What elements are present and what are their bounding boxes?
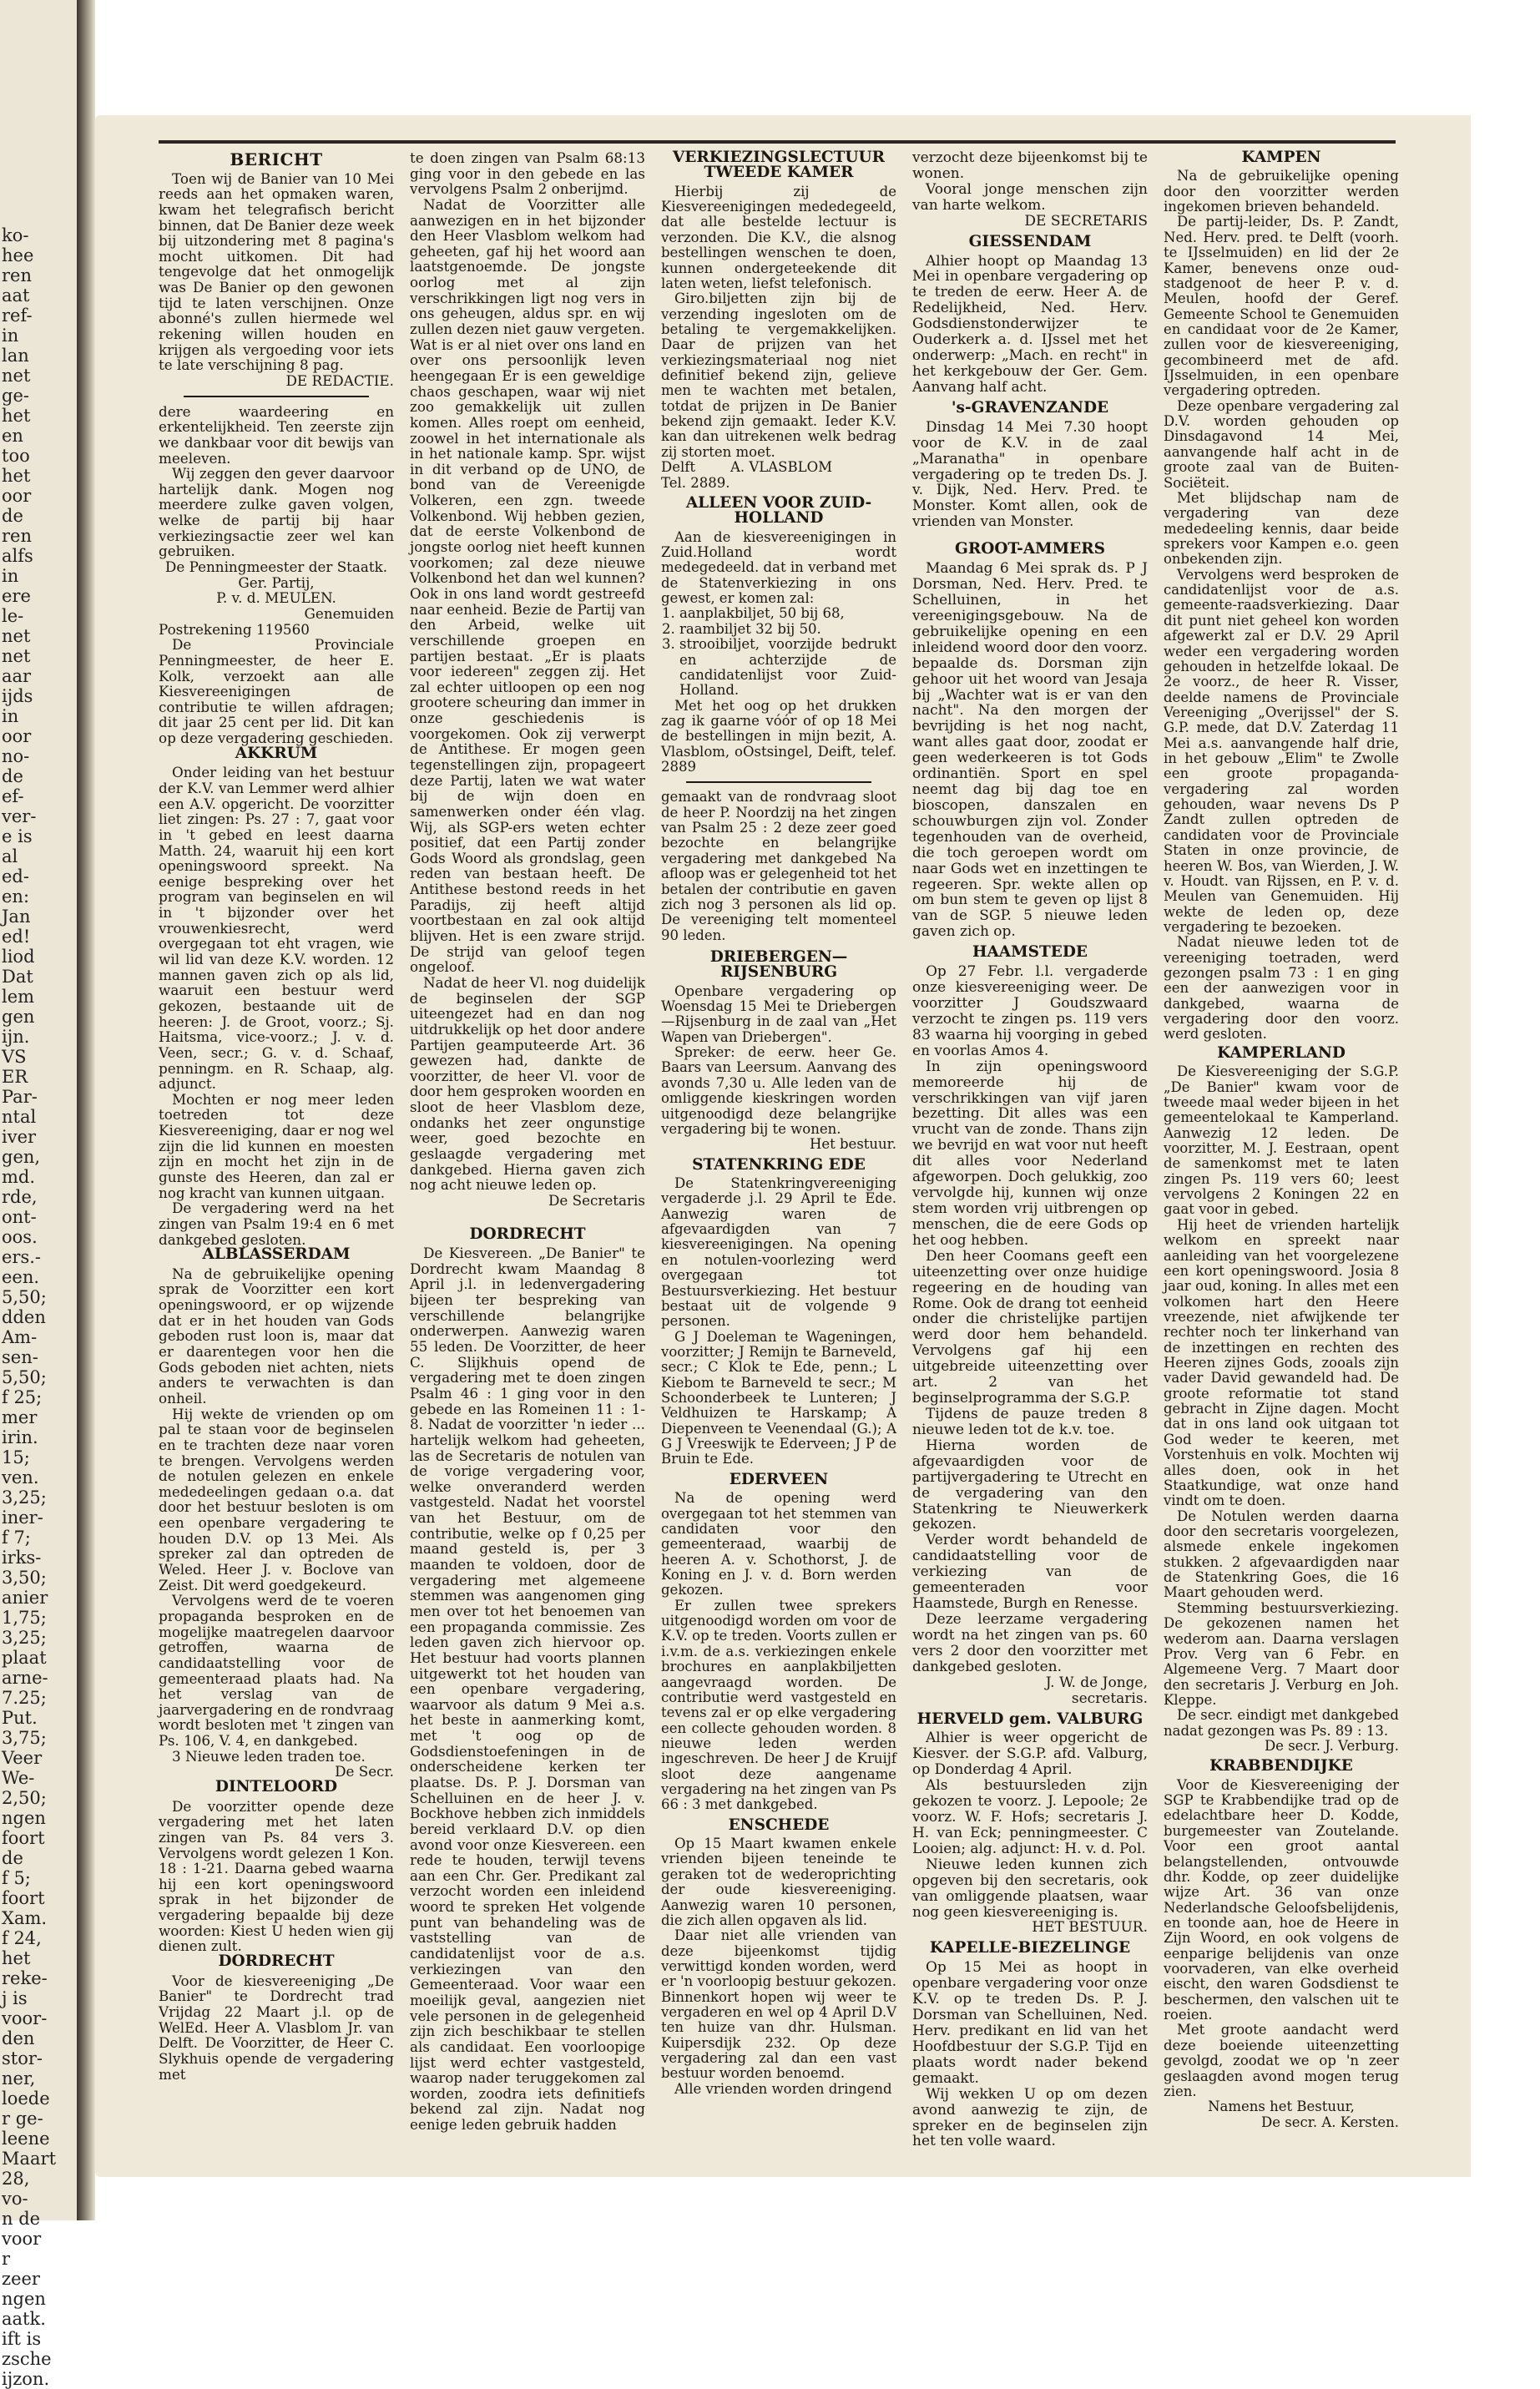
previous-page-fragment: ijds <box>2 686 33 706</box>
previous-page-fragment: in <box>2 706 19 726</box>
haamstede-text-7: Deze leerzame vergadering wordt na het zingen van ps. 60 vers 2 door den voorzitter met dankgebed gesloten. <box>912 1610 1148 1675</box>
kampen-text-5: Vervolgens werd besproken de candidatenlijst voor de a.s. gemeente-raadsverkiezing. Daar dit punt niet geheel kon worden afgewerkt zal er D.V. 29 April weder een vergadering worden gehouden in hetzelfde lokaal. De 2e voorz., de heer R. Visser, deelde namens de Provinciale Vereeniging „Overijssel" der S. G.P. mede, dat D.V. Zaterdag 11 Mei a.s. aanvangende half drie, in het gebouw „Elim" te Zwolle een groote propaganda-vergadering zal worden gehouden, waar nevens Ds P Zandt zullen optreden de candidaten voor de Provinciale Staten in onze provincie, de heeren W. Bos, van Wierden, J. W. v. Houdt. van Rijssen, en P. v. d. Meulen van Genemuiden. Hij wekte de leden op, deze vergadering te bezoeken. <box>1164 566 1399 935</box>
haamstede-text-2: In zijn openingswoord memoreerde hij de verschrikkingen van vijf jaren bezetting. Dit alles was een vrucht van de zonde. Thans zijn we bevrijd en wat voor nut heeft dit alles voor Nederland afgeworpen. Doch gelukkig, zoo vervolgde hij, kunnen wij onze stem worden vrij uitbrengen op menschen, die de eere Gods op het oog hebben. <box>912 1058 1148 1249</box>
kapelle-text-2: Wij wekken U op om dezen avond aanwezig te zijn, de spreker en de beginselen zijn het ten volle waard. <box>912 2085 1148 2150</box>
previous-page-fragment: ren <box>2 526 32 546</box>
zuid-holland-text-1: Aan de kiesvereenigingen in Zuid.Holland wordt medegedeeld. dat in verband met de Statenverkiezing in ons gewest, er komen zal: <box>661 528 896 607</box>
lectuur-phone: Tel. 2889. <box>661 474 730 491</box>
kampen-text-4: Met blijdschap nam de vergadering van deze mededeeling kennis, daar beide sprekers voor Kampen e.o. geen onbekenden zijn. <box>1164 489 1399 568</box>
krabbendijke-signature-1: Namens het Bestuur, <box>1208 2099 1355 2115</box>
previous-page-fragment: n de <box>2 2209 41 2229</box>
dordrecht-1-cont-1: te doen zingen van Psalm 68:13 ging voor in den gebede en las vervolgens Psalm 2 onberijmd. <box>410 149 645 198</box>
previous-page-fragment: 3,75; <box>2 1728 47 1748</box>
herveld-text-2: Als bestuursleden zijn gekozen te voorz. J. Lepoole; 2e voorz. W. F. Hofs; secretaris J. H. van Eck; penningmeester. C Looien; alg. adjunct: H. v. d. Pol. <box>912 1777 1148 1857</box>
previous-page-fragment: 1,75; <box>2 1608 47 1628</box>
previous-page-fragment: ngen <box>2 1808 46 1828</box>
penningmeester-title: De Penningmeester der Staatk. Ger. Partij, <box>164 558 388 591</box>
previous-page-fragment: ngen <box>2 2289 46 2309</box>
zuid-holland-text-2: Met het oog op het drukken zag ik gaarne vóór of op 18 Mei de bestellingen in mijn bezit, A. Vlasblom, oOstsingel, Deift, telef. 2889 <box>661 697 896 775</box>
previous-page-fragment: oor <box>2 486 32 506</box>
previous-page-fragment: ift is <box>2 2329 42 2349</box>
haamstede-text-1: Op 27 Febr. l.l. vergaderde onze kiesvereeniging weer. De voorzitter J Goudszwaard verzocht te zingen ps. 119 vers 83 waarna hij voorging in gebed en voorlas Amos 4. <box>912 963 1148 1059</box>
heading-statenkring-ede: STATENKRING EDE <box>692 1155 866 1174</box>
previous-page-fragment: Par- <box>2 1087 38 1107</box>
kapelle-text-1: Op 15 Mei as hoopt in openbare vergadering voor onze K.V. op te treden Ds. P. J. Dorsman van Schelluinen, Ned. Herv. predikant en lid van het Hoofdbestuur der S.G.P. Tijd en plaats wordt nader bekend gemaakt. <box>912 1959 1148 2087</box>
driebergen-signature: Het bestuur. <box>809 1136 896 1153</box>
lectuur-signature <box>661 460 896 475</box>
previous-page-fragment: no- <box>2 746 30 766</box>
previous-page-fragment: ont- <box>2 1207 37 1227</box>
previous-page-fragment: de <box>2 766 23 786</box>
dinteloord-text: De voorzitter opende deze vergadering met het laten zingen van Ps. 84 vers 3. Vervolgens wordt gelezen 1 Kon. 18 : 1-21. Daarna gebed waarna hij een kort openingswoord sprak in het bijzonder de vergadering bepaalde bij deze woorden: Kiest U heden wien gij dienen zult. <box>159 1797 394 1955</box>
krabbendijke-signature-2: De secr. A. Kersten. <box>1261 2114 1399 2130</box>
previous-page-fragment: dden <box>2 1307 46 1327</box>
previous-page-fragment: f 5; <box>2 1868 31 1888</box>
haamstede-signature-1: J. W. de Jonge, <box>1045 1674 1148 1691</box>
previous-page-fragment: iner- <box>2 1508 43 1528</box>
previous-page-fragment: ge- <box>2 386 29 406</box>
previous-page-fragment: iver <box>2 1127 37 1147</box>
heading-gravenzande: 's-GRAVENZANDE <box>951 398 1109 417</box>
previous-page-fragment: ner, <box>2 2068 36 2088</box>
previous-page-fragment: voor <box>2 2229 42 2249</box>
kamperland-text-5: De secr. eindigt met dankgebed nadat gezongen was Ps. 89 : 13. <box>1164 1707 1399 1739</box>
penningmeester-name: P. v. d. MEULEN. <box>216 589 336 607</box>
previous-page-fragment: ed- <box>2 866 29 886</box>
haamstede-text-5: Hierna worden de afgevaardigden voor de partijvergadering te Utrecht en de vergadering van den Statenkring te Nieuwerkerk gekozen. <box>912 1437 1148 1533</box>
previous-page-fragment: vo- <box>2 2189 28 2209</box>
kamperland-text-2: Hij heet de vrienden hartelijk welkom en spreekt naar aanleiding van het voorgelezene een kort openingswoord. Josia 8 jaar oud, koning. In alles met een volkomen hart den Heere vreezende, niet afwijkende ter rechter noch ter linkerhand van de inzettingen en rechten des Heeren zijnes Gods, zooals zijn vader David gewandeld had. De groote reformatie tot stand gebracht in Zijne dagen. Mocht dat in ons land ook uitgaan tot God weder te keeren, met Vorstenhuis en volk. Mochten wij alles doen, ook in het Staatkundige, wat onze hand vindt om te doen. <box>1164 1216 1399 1509</box>
haamstede-signature-2: secretaris. <box>1071 1689 1148 1707</box>
alblasserdam-text-1: Na de gebruikelijke opening sprak de Voorzitter een kort openingswoord, er op wijzende dat er in het houden van Gods geboden rust loon is, maar dat er daarentegen voor hen die Gods geboden niet achten, niets anders te verwachten is dan onheil. <box>159 1265 394 1407</box>
previous-page-fragment: alfs <box>2 546 33 566</box>
previous-page-fragment: hee <box>2 245 34 265</box>
haamstede-text-4: Tijdens de pauze treden 8 nieuwe leden tot de k.v. toe. <box>912 1405 1148 1438</box>
divider <box>686 781 871 783</box>
heading-zuid-holland: ALLEEN VOOR ZUID-HOLLAND <box>685 493 872 528</box>
previous-page-fragment: lan <box>2 346 29 366</box>
enschede-cont-1: verzocht deze bijeenkomst bij te wonen. <box>912 149 1148 182</box>
previous-page-fragment: f 7; <box>2 1528 31 1548</box>
sign-name: A. VLASBLOM <box>730 459 832 476</box>
previous-page-fragment: leene <box>2 2129 50 2149</box>
kamperland-text-4: Stemming bestuursverkiezing. De gekozenen namen het wederom aan. Daarna verslagen Prov. Verg van 6 Febr. en Algemeene Verg. 7 Maart door den secretaris J. Verburg en Joh. Kleppe. <box>1164 1599 1399 1708</box>
akkrum-text-1: Onder leiding van het bestuur der K.V. van Lemmer werd alhier een A.V. opgericht. De voorzitter liet zingen: Ps. 27 : 7, gaat voor in 't gebed en leest daarna Matth. 24, waaruit hij een kort openingswoord spreekt. Na eenige bespreking over het program van beginselen en wil in 't bijzonder over het vrouwenkiesrecht, werd overgegaan tot eht vragen, wie wil lid van deze K.V. worden. 12 mannen gaven zich op als lid, waaruit een bestuur werd gekozen, bestaande uit de heeren: J. de Groot, voorz.; Sj. Haitsma, vice-voorz.; J. v. d. Veen, secr.; G. v. d. Schaaf, penningm. en R. Schaap, alg. adjunct. <box>159 764 394 1093</box>
previous-page-fragment: ef- <box>2 786 24 806</box>
kamperland-text-1: De Kiesvereeniging der S.G.P. „De Banier" kwam voor de tweede maal weder bijeen in het gemeentelokaal te Kamperland. Aanwezig 12 leden. De voorzitter, M. J. Eestraan, opent de samenkomst met te laten zingen Ps. 119 vers 60; leest vervolgens 2 Koningen 22 en gaat voor in gebed. <box>1164 1063 1399 1218</box>
previous-page-strip <box>0 0 77 2389</box>
previous-page-fragment: Am- <box>2 1327 38 1347</box>
previous-page-fragment: Jan <box>2 907 31 927</box>
previous-page-fragment: ven. <box>2 1467 39 1487</box>
previous-page-fragment: irin. <box>2 1427 38 1447</box>
previous-page-fragment: Xam. <box>2 1908 48 1928</box>
previous-page-fragment: Veer <box>2 1748 43 1768</box>
previous-page-fragment: de <box>2 1848 23 1868</box>
previous-page-fragment: ers.- <box>2 1247 42 1267</box>
previous-page-fragment: het <box>2 1948 31 1968</box>
ederveen-text-2: Er zullen twee sprekers uitgenoodigd worden om voor de K.V. op te treden. Voorts zullen er i.v.m. de a.s. verkiezingen enkele brochures en aanplakbiljetten aangevraagd worden. De contributie werd vastgesteld en tevens zal er op elke vergadering een collecte gehouden worden. 8 nieuwe leden werden ingeschreven. De heer J de Kruijf sloot deze aangename vergadering na het zingen van Ps 66 : 3 met dankgebed. <box>661 1597 896 1813</box>
previous-page-fragment: irks- <box>2 1548 42 1568</box>
herveld-text-1: Alhier is weer opgericht de Kiesver. der S.G.P. afd. Valburg, op Donderdag 4 April. <box>912 1730 1148 1779</box>
binding-gutter <box>77 0 95 2220</box>
heading-dordrecht-2: DORDRECHT <box>469 1225 586 1243</box>
previous-page-fragment: 15; <box>2 1447 30 1467</box>
kampen-text-6: Nadat nieuwe leden tot de vereeniging toetraden, werd gezongen psalm 73 : 1 en ging een der aanwezigen voor in dankgebed, waarna de vergadering door den voorz. werd gesloten. <box>1164 934 1399 1043</box>
previous-page-fragment: den <box>2 2028 35 2048</box>
previous-page-fragment: 3,25; <box>2 1628 47 1648</box>
previous-page-fragment: oor <box>2 726 32 746</box>
heading-dinteloord: DINTELOORD <box>215 1777 338 1796</box>
previous-page-fragment: le- <box>2 606 24 626</box>
previous-page-fragment: net <box>2 626 31 646</box>
previous-page-fragment: 3,25; <box>2 1487 47 1508</box>
previous-page-fragment: 28, <box>2 2169 30 2189</box>
alblasserdam-text-4: 3 Nieuwe leden traden toe. <box>172 1747 366 1765</box>
previous-page-fragment: Maart <box>2 2149 57 2169</box>
previous-page-fragment: al <box>2 846 18 866</box>
herveld-text-3: Nieuwe leden kunnen zich opgeven bij den secretaris, ook van omliggende plaatsen, waar nog geen kiesvereeniging is. <box>912 1856 1148 1921</box>
previous-page-fragment: net <box>2 366 31 386</box>
previous-page-fragment: stor- <box>2 2048 43 2068</box>
dordrecht-1-text: Voor de kiesvereeniging „De Banier" te Dordrecht trad Vrijdag 22 Maart j.l. op de WelEd. Heer A. Vlasblom Jr. van Delft. De Voorzitter, de Heer C. Slykhuis opende de vergadering met <box>159 1972 394 2083</box>
dordrecht-2-cont: gemaakt van de rondvraag sloot de heer P. Noordzij na het zingen van Psalm 25 : 2 deze zeer goed bezochte en belangrijke vergadering met dankgebed Na afloop was er gelegenheid tot het betalen der contributie en gaven zich nog 3 personen als lid op. De vereeniging telt momenteel 90 leden. <box>661 789 896 943</box>
previous-page-fragment: anier <box>2 1588 48 1608</box>
driebergen-text-1: Openbare vergadering op Woensdag 15 Mei te Driebergen—Rijsenburg in de zaal van „Het Wapen van Driebergen". <box>661 982 896 1045</box>
previous-page-fragment: lem <box>2 987 35 1007</box>
divider <box>184 396 369 397</box>
previous-page-fragment: 7.25; <box>2 1688 47 1708</box>
heading-haamstede: HAAMSTEDE <box>972 943 1088 962</box>
previous-page-fragment: arne- <box>2 1668 48 1688</box>
previous-page-fragment: een. <box>2 1267 40 1287</box>
dordrecht-1-signature: De Secretaris <box>548 1191 645 1209</box>
ederveen-text-1: Na de opening werd overgegaan tot het stemmen van candidaten voor den gemeenteraad, waarbij de heeren A. v. Schothorst, J. de Koning en J. v. d. Born werden gekozen. <box>661 1490 896 1599</box>
previous-page-fragment: r ge- <box>2 2109 43 2129</box>
penningmeester-place: Genemuiden <box>304 604 394 622</box>
gravenzande-text: Dinsdag 14 Mei 7.30 hoopt voor de K.V. in de zaal „Maranatha" in openbare vergadering op te treden Ds. J. v. Dijk, Ned. Herv. Pred. te Monster. Komt allen, ook de vrienden van Monster. <box>912 418 1148 531</box>
heading-herveld: HERVELD gem. VALBURG <box>916 1710 1144 1728</box>
previous-page-fragment: f 24, <box>2 1928 42 1948</box>
previous-page-fragment: het <box>2 466 31 486</box>
lectuur-text-2: Giro.biljetten zijn bij de verzending ingesloten om de betaling te vergemakkelijken. Daar de prijzen van het verkiezingsmateriaal nog niet definitief bekend zijn, gelieve men te wachten met betalen, totdat de prijzen in De Banier bekend zijn gemaakt. Ieder K.V. kan dan uitrekenen welk bedrag zij storten moet. <box>661 290 896 460</box>
previous-page-fragment: gen, <box>2 1147 41 1167</box>
previous-page-fragment: foort <box>2 1888 45 1908</box>
groot-ammers-text: Maandag 6 Mei sprak ds. P J Dorsman, Ned. Herv. Pred. te Schelluinen, in het vereenigingsgebouw. Na de gebruikelijke opening en een inleidend woord door den voorz. bepaalde ds. Dorsman zijn gehoor uit het woord van Jesaja bij „Wachter wat is er van den nacht". Na den morgen der bevrijding is het nog nacht, want alles gaat door, zoodat er geen wederkeeren is tot Gods ordinantiën. Sport en spel neemt dag bij dag toe en bioscopen, danszalen en schouwburgen zijn vol. Zonder tegenhouden van de overheid, die toch geroepen wordt om naar Gods wet en inzettingen te regeeren. Spr. wekte allen op om bun stem te geven op lijst 8 van de SGP. 5 nieuwe leden gaven zich op. <box>912 560 1148 941</box>
heading-groot-ammers: GROOT-AMMERS <box>955 540 1105 558</box>
previous-page-fragment: ref- <box>2 306 33 326</box>
kampen-text-1: Na de gebruikelijke opening door den voorzitter werden ingekomen brieven behandeld. <box>1164 168 1399 215</box>
bericht-text: Toen wij de Banier van 10 Mei reeds aan het opmaken waren, kwam het telegrafisch bericht binnen, dat De Banier deze week bij uitzondering met 8 pagina's mocht uitkomen. Dit had tengevolge dat het onmogelijk was De Banier op den gewonen tijd te laten verschijnen. Onze abonné's zullen hiermede wel rekening willen houden en krijgen als vergoeding voor iets te late verschijning 8 pag. <box>159 169 394 374</box>
previous-page-fragment: ren <box>2 265 32 285</box>
herveld-signature: HET BESTUUR. <box>1032 1919 1148 1937</box>
previous-page-fragment: ko- <box>2 225 29 245</box>
previous-page-fragment: ER <box>2 1067 28 1087</box>
column-2 <box>410 150 645 2133</box>
previous-page-fragment: e is <box>2 826 33 846</box>
driebergen-text-2: Spreker: de eerw. heer Ge. Baars van Leersum. Aanvang des avonds 7,30 u. Alle leden van de omliggende kieskringen worden uitgenoodigd deze belangrijke vergadering bij te wonen. <box>661 1044 896 1137</box>
previous-page-fragment: Dat <box>2 967 33 987</box>
previous-page-fragment: r <box>2 2249 11 2269</box>
heading-akkrum: AKKRUM <box>235 744 318 762</box>
previous-page-fragment: foort <box>2 1828 45 1848</box>
dordrecht-2-text: De Kiesvereen. „De Banier" te Dordrecht kwam Maandag 8 April j.l. in ledenvergadering bijeen ter bespreking van verschillende belangrijke onderwerpen. Aanwezig waren 55 leden. De Voorzitter, de heer C. Slijkhuis opend de vergadering met te doen zingen Psalm 46 : 1 ging voor in den gebede en las Romeinen 11 : 1-8. Nadat de voorzitter 'n ieder ... hartelijk welkom had geheeten, las de Secretaris de notulen van de vorige vergadering voor, welke onveranderd werden vastgesteld. Nadat het voorstel van het Bestuur, om de contributie, welke op f 0,25 per maand gesteld is, per 3 maanden te voldoen, door de vergadering met algemeene stemmen was aangenomen ging men over tot het benoemen van een propaganda commissie. Zes leden gaven zich hiervoor op. Het bestuur had voorts plannen uitgewerkt tot het houden van een openbare vergadering, waarvoor als datum 9 Mei a.s. het beste in aanmerking komt, met 't oog op de Godsdienstoefeningen in de onderscheidene kerken ter plaatse. Ds. P. J. Dorsman van Schelluinen en de heer J. v. Bockhove hebben zich inmiddels bereid verklaard D.V. op dien avond voor onze Kiesvereen. een rede te houden, terwijl tevens aan een Chr. Ger. Predikant zal verzocht worden een inleidend woord te spreken Het volgende punt van behandeling was de vaststelling van de candidatenlijst voor de a.s. verkiezingen van den Gemeenteraad. Voor waar een moeilijk geval, aangezien niet vele personen in de gelegenheid zijn zich beschikbaar te stellen als candidaat. Een voorloopige lijst werd echter vastgesteld, waarop nader teruggekomen zal worden, zoodra iets definitiefs bekend zal zijn. Nadat nog eenige leden gebruik hadden <box>410 1245 645 2134</box>
enschede-cont-2: Vooral jonge menschen zijn van harte welkom. <box>912 180 1148 214</box>
previous-page-fragment: 3,50; <box>2 1568 47 1588</box>
previous-page-fragment: ntal <box>2 1107 37 1127</box>
thanks-text-2: Wij zeggen den gever daarvoor hartelijk dank. Mogen nog meerdere zulke gaven volgen, welke de partij bij haar verkiezingsactie zeer wel kan gebruiken. <box>159 465 394 560</box>
kampen-text-2: De partij-leider, Ds. P. Zandt, Ned. Herv. pred. te Delft (voorh. te IJsselmuiden) en lid der 2e Kamer, benevens onze oud-stadgenoot de heer P. v. d. Meulen, hoofd der Geref. Gemeente School te Genemuiden en candidaat voor de 2e Kamer, zullen voor de kiesvereeniging, gecombineerd met de afd. IJsselmuiden, in een openbare vergadering optreden. <box>1164 214 1399 399</box>
previous-page-fragment: in <box>2 566 19 586</box>
statenkring-text-2: G J Doeleman te Wageningen, voorzitter; J Remijn te Barneveld, secr.; C Klok te Ede, penn.; L Kiebom te Barneveld te secr.; M Schoonderbeek te Lunteren; J Veldhuizen te Harskamp; A Diepenveen te Veenendaal (G.); A G J Vreeswijk te Ederveen; J P de Bruin te Ede. <box>661 1328 896 1467</box>
previous-page-fragment: en: <box>2 886 30 907</box>
heading-krabbendijke: KRABBENDIJKE <box>1209 1757 1353 1775</box>
previous-page-fragment: zsche <box>2 2349 52 2369</box>
dordrecht-1-cont-3: Nadat de heer Vl. nog duidelijk de beginselen der SGP uiteengezet had en dan nog uitdrukkelijk op het door andere Partijen geamputeerde Art. 36 gewezen had, dankte de voorzitter, de heer Vl. voor de door hem gesproken woorden en sloot de heer Vlasblom deze, ondanks het zeer ongunstige weer, goed bezochte en geslaagde vergadering met dankgebed. Hierna gaven zich nog acht nieuwe leden op. <box>410 973 645 1194</box>
haamstede-text-3: Den heer Coomans geeft een uiteenzetting over onze huidige regeering en de houding van Rome. Ook de drang tot eenheid onder die christelijke partijen werd door hem behandeld. Vervolgens gaf hij een uitgebreide uiteenzetting over art. 2 van het beginselprogramma der S.G.P. <box>912 1247 1148 1407</box>
previous-page-fragment: 5,50; <box>2 1367 47 1387</box>
previous-page-fragment: de <box>2 506 23 526</box>
previous-page-fragment: ijzon. <box>2 2369 50 2389</box>
previous-page-fragment: plaat <box>2 1648 47 1668</box>
heading-ederveen: EDERVEEN <box>729 1470 829 1488</box>
kampen-text-3: Deze openbare vergadering zal D.V. worden gehouden op Dinsdagavond 14 Mei, aanvangende half acht in de groote zaal van de Buiten-Sociëteit. <box>1164 397 1399 491</box>
haamstede-text-6: Verder wordt behandeld de candidaatstelling voor de verkiezing van de gemeenteraden voor Haamstede, Burgh en Renesse. <box>912 1532 1148 1613</box>
sign-place: Delft <box>661 459 696 476</box>
list-item: 3. strooibiljet, voorzijde bedrukt en achterzijde de candidatenlijst voor Zuid-Holland. <box>679 637 896 698</box>
previous-page-fragment: 2,50; <box>2 1788 47 1808</box>
column-5 <box>1164 150 1399 2130</box>
list-item: 2. raambiljet 32 bij 50. <box>679 622 896 637</box>
previous-page-fragment: 5,50; <box>2 1287 47 1307</box>
heading-kapelle: KAPELLE-BIEZELINGE <box>929 1939 1131 1957</box>
postrekening: Postrekening 119560 <box>159 620 310 638</box>
akkrum-text-2: Mochten er nog meer leden toetreden tot deze Kiesvereeniging, daar er nog wel zijn die lid kunnen en moesten zijn en mocht het zijn in de gunste des Heeren, dan zal er nog kracht van kunnen uitgaan. <box>159 1090 394 1201</box>
previous-page-fragment: loede <box>2 2088 50 2109</box>
previous-page-fragment: We- <box>2 1768 35 1788</box>
previous-page-fragment: voor- <box>2 2008 48 2028</box>
heading-bericht: BERICHT <box>230 149 323 169</box>
previous-page-fragment: en <box>2 426 23 446</box>
previous-page-fragment: reke- <box>2 1968 48 1988</box>
previous-page-fragment: md. <box>2 1167 36 1187</box>
akkrum-text-3: De vergadering werd na het zingen van Psalm 19:4 en 6 met dankgebed gesloten. <box>159 1200 394 1248</box>
previous-page-fragment: ed! <box>2 927 31 947</box>
previous-page-fragment: aat <box>2 285 30 306</box>
provinciale-text: De Provinciale Penningmeester, de heer E. Kolk, verzoekt aan alle Kiesvereenigingen de contributie te willen afdragen; dit jaar 25 cent per lid. Dit kan op deze vergadering geschieden. <box>159 636 394 747</box>
heading-enschede: ENSCHEDE <box>728 1816 830 1834</box>
previous-page-fragment: aatk. <box>2 2309 46 2329</box>
previous-page-fragment: mer <box>2 1407 38 1427</box>
enschede-signature: DE SECRETARIS <box>1024 212 1148 230</box>
column-1 <box>159 150 394 2082</box>
heading-kampen: KAMPEN <box>1241 149 1321 166</box>
previous-page-fragment: ere <box>2 586 31 606</box>
heading-driebergen: DRIEBERGEN—RIJSENBURG <box>709 947 848 982</box>
previous-page-fragment: liod <box>2 947 35 967</box>
heading-tweede-kamer: TWEEDE KAMER <box>704 164 854 182</box>
heading-verkiezingslectuur: VERKIEZINGSLECTUUR <box>672 149 886 166</box>
alblasserdam-signature: De Secr. <box>335 1763 394 1780</box>
previous-page-fragment: oos. <box>2 1227 38 1247</box>
previous-page-fragment: j is <box>2 1988 28 2008</box>
alblasserdam-text-3: Vervolgens werd de te voeren propaganda besproken en de mogelijke maatregelen daarvoor getroffen, waarna de candidaatstelling voor de gemeenteraad plaats had. Na het verslag van de jaarvergadering en de rondvraag wordt besloten met 't zingen van Ps. 106, V. 4, en dankgebed. <box>159 1592 394 1750</box>
previous-page-fragment: het <box>2 406 31 426</box>
thanks-text-1: dere waardeering en erkentelijkheid. Ten zeerste zijn we dankbaar voor dit bewijs van meeleven. <box>159 402 394 467</box>
previous-page-fragment: gen <box>2 1007 35 1027</box>
previous-page-fragment: in <box>2 326 19 346</box>
list-item: 1. aanplakbiljet, 50 bij 68, <box>679 606 896 621</box>
heading-kamperland: KAMPERLAND <box>1217 1043 1346 1062</box>
column-4 <box>912 150 1148 2149</box>
top-rule <box>159 140 1396 144</box>
dordrecht-1-cont-2: Nadat de Voorzitter alle aanwezigen en in het bijzonder den Heer Vlasblom welkom had geheeten, gaf hij het woord aan laatstgenoemde. De jongste oorlog met al zijn verschrikkingen ligt nog vers in ons geheugen, aldus spr. en wij zullen dezen niet gauw vergeten. Wat is er al niet over ons land en over ons persoonlijk leven heengegaan Er is een geweldige chaos geschapen, waar wij niet zoo gemakkelijk uit zullen komen. Alles roept om eenheid, zoowel in het internationale als in het nationale kamp. Spr. wijst in dit verband op de UNO, de bond van de Vereenigde Volkeren, een zgn. tweede Volkenbond. Wij hebben gezien, dat de eerste Volkenbond de jongste oorlog niet heeft kunnen voorkomen; zal deze nieuwe Volkenbond het dan wel kunnen? Ook in ons land wordt gestreefd naar eenheid. Bezie de Partij van den Arbeid, welke uit verschillende groepen en partijen bestaat. „Er is plaats voor iedereen" zeggen zij. Het zal echter uitloopen op een nog grootere scheuring dan immer in onze geschiedenis is voorgekomen. Ook zij verwerpt de Antithese. Er mogen geen tegenstellingen zijn, propageert deze Partij, laten we wat water bij de wijn doen en samenwerken onder één vlag. Wij, als SGP-ers weten echter positief, dat een Partij zonder Gods Woord als grondslag, geen reden van bestaan heeft. De Antithese bestond reeds in het Paradijs, zij heeft altijd voortbestaan en zal ook altijd blijven. Het is een zware strijd. De strijd van geloof tegen ongeloof. <box>410 195 645 976</box>
previous-page-fragment: zeer <box>2 2269 40 2289</box>
heading-giessendam: GIESSENDAM <box>968 232 1092 250</box>
previous-page-fragment: ver- <box>2 806 37 826</box>
enschede-text-2: Daar niet alle vrienden van deze bijeenkomst tijdig verwittigd konden worden, werd er 'n voorloopig bestuur gekozen. Binnenkort hopen wij weer te vergaderen en wel op 4 April D.V ten huize van dhr. Hulsman. Kuipersdijk 232. Op deze vergadering zal dan een vast bestuur worden benoemd. <box>661 1927 896 2082</box>
giessendam-text: Alhier hoopt op Maandag 13 Mei in openbare vergadering op te treden de eerw. Heer A. de Redelijkheid, Ned. Herv. Godsdienstonderwijzer te Ouderkerk a. d. IJssel met het onderwerp: „Mach. en recht" in het kerkgebouw der Ger. Gem. Aanvang half acht. <box>912 252 1148 396</box>
heading-dordrecht-1: DORDRECHT <box>218 1952 335 1971</box>
previous-page-fragment: f 25; <box>2 1387 43 1407</box>
krabbendijke-text-2: Met groote aandacht werd deze boeiende uiteenzetting gevolgd, zoodat we op 'n zeer geslaagden avond mogen terug zien. <box>1164 2022 1399 2099</box>
alblasserdam-text-2: Hij wekte de vrienden op om pal te staan voor de beginselen en te trachten deze naar voren te brengen. Vervolgens werden de notulen gelezen en enkele mededeelingen gedaan o.a. dat door het bestuur besloten is om een openbare vergadering te houden D.V. op 13 Mei. Als spreker zal dan optreden de Weled. Heer J. v. Boclove van Zeist. Dit werd goedgekeurd. <box>159 1405 394 1594</box>
krabbendijke-text-1: Voor de Kiesvereeniging der SGP te Krabbendijke trad op de edelachtbare heer D. Kodde, burgemeester van Zoutelande. Voor een groot aantal belangstellenden, ontvouwde dhr. Kodde, op zeer duidelijke wijze Art. 36 van onze Nederlandsche Geloofsbelijdenis, en toonde aan, hoe de Heere in Zijn Woord, en ook volgens de eenparige belijdenis van onze voorvaderen, van elke overheid eischt, den waren Godsdienst te beschermen, den valschen uit te roeien. <box>1164 1776 1399 2023</box>
previous-page-fragment: ijn. <box>2 1027 30 1047</box>
lectuur-text-1: Hierbij zij de Kiesvereenigingen mededegeeld, dat alle bestelde lectuur is verzonden. Die K.V., die alsnog bestellingen wenschen te doen, kunnen ondergeteekende dit laten weten, liefst telefonisch. <box>661 183 896 291</box>
enschede-text-1: Op 15 Maart kwamen enkele vrienden bijeen teneinde te geraken tot de wederoprichting der oude kiesvereeniging. Aanwezig waren 10 personen, die zich allen opgaven als lid. <box>661 1836 896 1928</box>
kamperland-signature: De secr. J. Verburg. <box>1264 1738 1399 1755</box>
previous-page-fragment: net <box>2 646 31 666</box>
previous-page-fragment: rde, <box>2 1187 38 1207</box>
kamperland-text-3: De Notulen werden daarna door den secretaris voorgelezen, alsmede enkele ingekomen stukken. 2 afgevaardigden naar de Statenkring Goes, die 16 Maart gehouden werd. <box>1164 1508 1399 1601</box>
previous-page-fragment: Put. <box>2 1708 38 1728</box>
zuid-holland-list <box>661 606 896 698</box>
previous-page-fragment: VS <box>2 1047 27 1067</box>
signature-redactie: DE REDACTIE. <box>285 371 394 389</box>
previous-page-fragment: too <box>2 446 30 466</box>
enschede-text-3: Alle vrienden worden dringend <box>674 2080 892 2097</box>
previous-page-fragment: sen- <box>2 1347 38 1367</box>
column-3 <box>661 150 896 2097</box>
previous-page-fragment: aar <box>2 666 32 686</box>
statenkring-text-1: De Statenkringvereeniging vergaderde j.l. 29 April te Ede. Aanwezig waren de afgevaardigden van 7 kiesvereenigingen. Na opening en notulen-voorlezing werd overgegaan tot Bestuursverkiezing. Het bestuur bestaat uit de volgende 9 personen. <box>661 1175 896 1330</box>
heading-alblasserdam: ALBLASSERDAM <box>202 1245 351 1264</box>
